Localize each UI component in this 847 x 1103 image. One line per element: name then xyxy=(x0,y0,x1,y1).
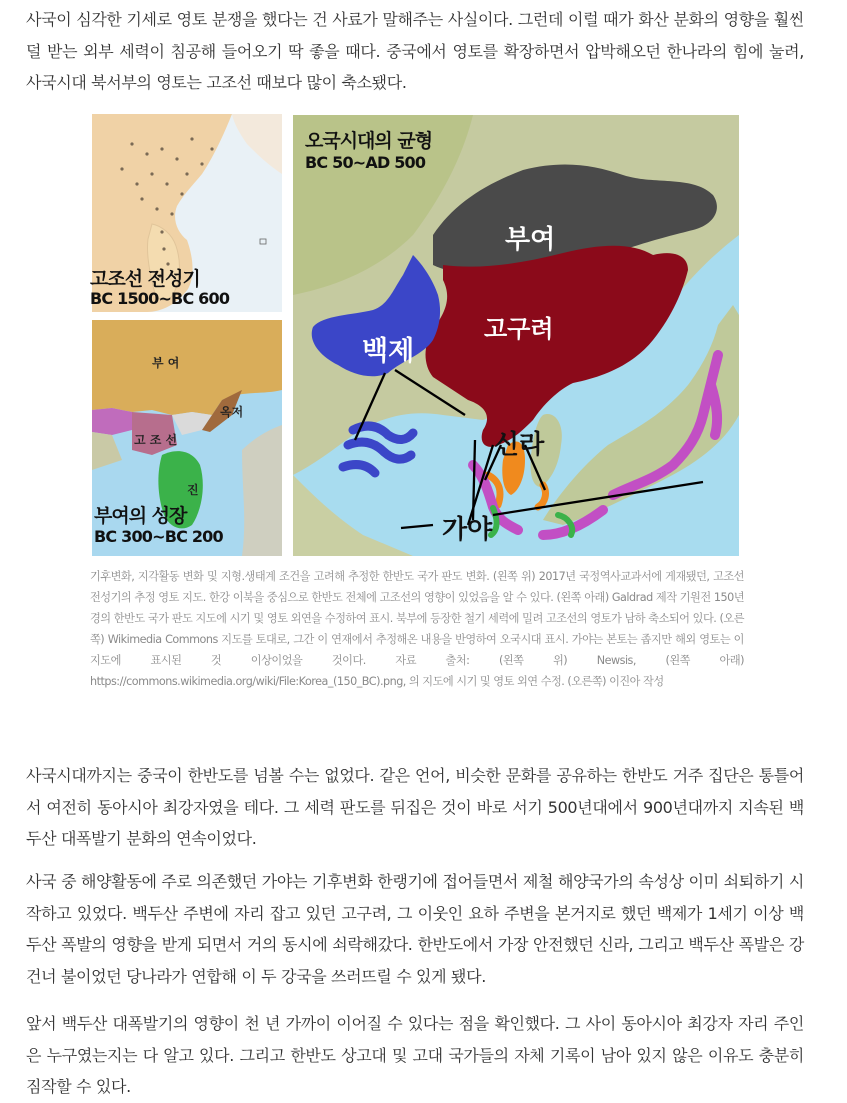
map-right-goguryeo-label: 고구려 xyxy=(484,315,554,343)
map-bl-okjeo-label: 옥저 xyxy=(220,405,244,419)
map-right-period: BC 50~AD 500 xyxy=(305,153,426,172)
map-right-buyeo-label: 부여 xyxy=(505,225,556,255)
paragraph-4: 앞서 백두산 대폭발기의 영향이 천 년 가까이 이어질 수 있다는 점을 확인했다. 그 사이 동아시아 최강자 자리 주인은 누구였는지는 다 알고 있다. 그리고 한반도 상고대 및 고대 국가들의 자체 기록이 남아 있지 않은 이유도 충분히 짐작할 수 있다. xyxy=(26,1014,804,1096)
map-bl-buyeo-label: 부 여 xyxy=(152,356,180,370)
map-right-silla-label: 신라 xyxy=(494,430,545,460)
map-bl-jin-label: 진 xyxy=(187,483,199,497)
paragraph-3: 사국 중 해양활동에 주로 의존했던 가야는 기후변화 한랭기에 접어들면서 제철 해양국가의 속성상 이미 쇠퇴하기 시작하고 있었다. 백두산 주변에 자리 잡고 있던 고구려, 그 이웃인 요하 주변을 본거지로 했던 백제가 1세기 이상 백두산 폭발의 영향을 받게 되면서 거의 동시에 쇠락해갔다. 한반도에서 가장 안전했던 신라, 그리고 백두산 폭발은 강 건너 불이었던 당나라가 연합해 이 두 강국을 쓰러뜨릴 수 있게 됐다. xyxy=(26,872,804,986)
figure-caption: 기후변화, 지각활동 변화 및 지형.생태계 조건을 고려해 추정한 한반도 국가 판도 변화. (왼쪽 위) 2017년 국정역사교과서에 게재됐던, 고조선 전성기의 추정 영토 지도. 한강 이북을 중심으로 한반도 전체에 고조선의 영향이 있었음을 알 수 있다. (왼쪽 아래) Galdrad 제작 기원전 150년 경의 한반도 국가 판도 지도에 시기 및 영토 외연을 수정하여 표시. 북부에 등장한 철기 세력에 밀려 고조선의 영토가 남하 축소되어 있다. (오른쪽) Wikimedia Commons 지도를 토대로, 그간 이 연재에서 추정해온 내용을 반영하여 오국시대 표시. 가야는 본토는 좁지만 해외 영토는 이 지도에 표시된 것 이상이었을 것이다. 자료 출처: (왼쪽 위) Newsis, (왼쪽 아래) https://commons.wikimedia.org/wiki/File:Korea_(150_BC).png, 의 지도에 시기 및 영토 외연 수정. (오른쪽) 이진아 작성 xyxy=(90,570,744,688)
map-right-gaya-label: 가야 xyxy=(442,515,493,545)
map-tl-period: BC 1500~BC 600 xyxy=(90,289,230,308)
map-right-baekje-label: 백제 xyxy=(362,336,415,367)
map-right-title: 오국시대의 균형 xyxy=(305,130,433,152)
map-bl-gojoseon-label: 고 조 선 xyxy=(134,433,178,447)
paragraph-2: 사국시대까지는 중국이 한반도를 넘볼 수는 없었다. 같은 언어, 비슷한 문화를 공유하는 한반도 거주 집단은 통틀어서 여전히 동아시아 최강자였을 테다. 그 세력 판도를 뒤집은 것이 바로 서기 500년대에서 900년대까지 지속된 백두산 대폭발기 분화의 연속이었다. xyxy=(26,766,804,848)
map-bl-title: 부여의 성장 xyxy=(94,505,187,527)
map-tl-title: 고조선 전성기 xyxy=(90,268,200,290)
paragraph-1: 사국이 심각한 기세로 영토 분쟁을 했다는 건 사료가 말해주는 사실이다. 그런데 이럴 때가 화산 분화의 영향을 훨씬 덜 받는 외부 세력이 침공해 들어오기 딱 좋을 때다. 중국에서 영토를 확장하면서 압박해오던 한나라의 힘에 눌려, 사국시대 북서부의 영토는 고조선 때보다 많이 축소됐다. xyxy=(26,10,804,92)
map-figure xyxy=(92,114,740,557)
map-bl-period: BC 300~BC 200 xyxy=(94,527,223,546)
